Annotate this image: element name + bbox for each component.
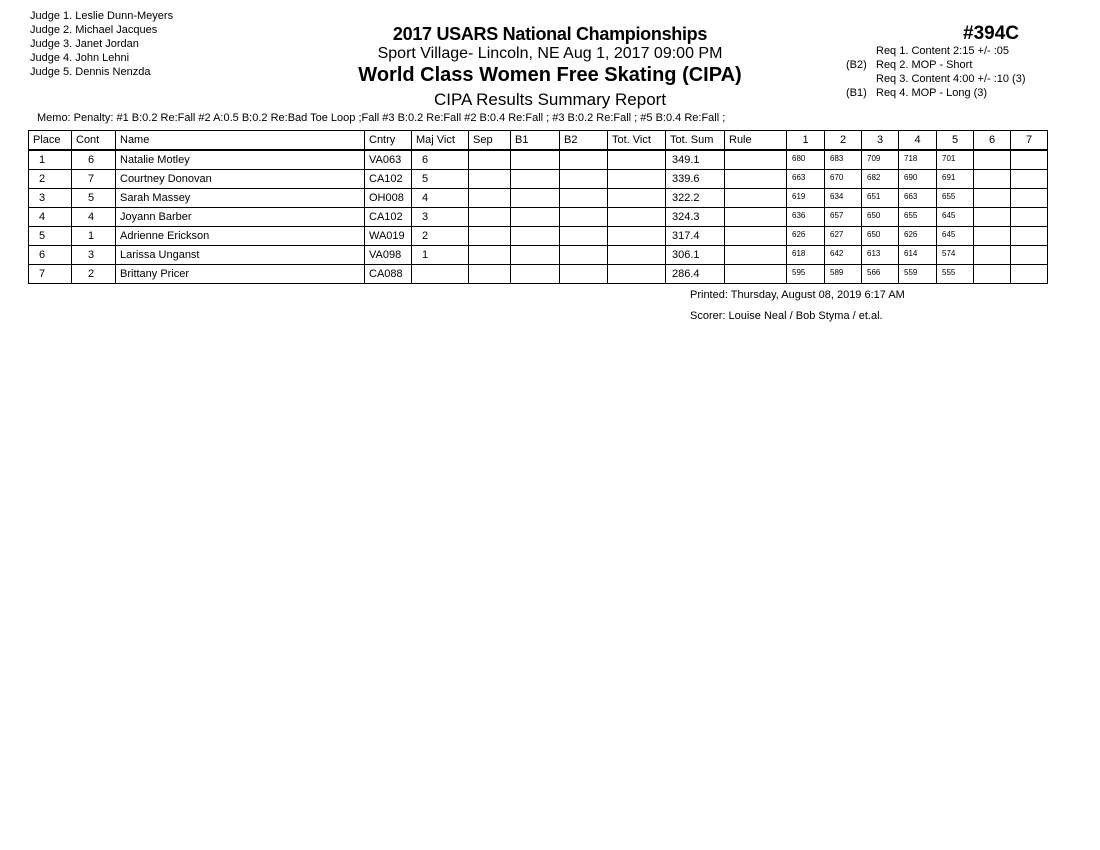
judge-line: Judge 4. John Lehni: [30, 52, 130, 64]
cell-maj: 1: [412, 246, 469, 265]
event-number: #394C: [963, 23, 1019, 44]
judge-score: 559: [899, 265, 937, 284]
judge-score: 680: [787, 150, 825, 170]
cell-empty: [725, 150, 787, 170]
judge-score: 657: [825, 208, 862, 227]
table-row: [29, 189, 1048, 208]
cell-empty: [1011, 227, 1048, 246]
judge-score: 566: [862, 265, 899, 284]
judge-score: 651: [862, 189, 899, 208]
cell-name: Sarah Massey: [116, 189, 365, 208]
cell-cntry: CA102: [365, 170, 412, 189]
cell-place: 5: [29, 227, 72, 246]
req-text: Req 2. MOP - Short: [876, 59, 973, 71]
judge-line: Judge 5. Dennis Nenzda: [30, 66, 151, 78]
column-header: 6: [974, 131, 1011, 151]
req-prefix: [846, 44, 876, 58]
cell-empty: [608, 189, 666, 208]
cell-empty: [469, 150, 511, 170]
judge-score: 663: [787, 170, 825, 189]
cell-empty: [608, 246, 666, 265]
cell-cont: 6: [72, 150, 116, 170]
column-header: Sep: [469, 131, 511, 151]
cell-empty: [511, 170, 560, 189]
cell-empty: [1011, 150, 1048, 170]
cell-cntry: VA063: [365, 150, 412, 170]
column-header: B2: [560, 131, 608, 151]
cell-empty: [725, 170, 787, 189]
cell-place: 4: [29, 208, 72, 227]
column-header: Maj Vict: [412, 131, 469, 151]
cell-sum: 322.2: [666, 189, 725, 208]
judge-score: 595: [787, 265, 825, 284]
cell-empty: [1011, 246, 1048, 265]
cell-cont: 1: [72, 227, 116, 246]
cell-name: Courtney Donovan: [116, 170, 365, 189]
judge-line: Judge 1. Leslie Dunn-Meyers: [30, 10, 174, 22]
cell-empty: [974, 150, 1011, 170]
cell-empty: [469, 170, 511, 189]
cell-empty: [608, 150, 666, 170]
cell-empty: [1011, 189, 1048, 208]
judge-score: 718: [899, 150, 937, 170]
cell-cont: 7: [72, 170, 116, 189]
judge-score: 614: [899, 246, 937, 265]
cell-maj: 6: [412, 150, 469, 170]
column-header: 3: [862, 131, 899, 151]
cell-place: 6: [29, 246, 72, 265]
requirements-list: [846, 44, 1026, 100]
column-header: 4: [899, 131, 937, 151]
judge-score: 691: [937, 170, 974, 189]
cell-cont: 2: [72, 265, 116, 284]
judge-score: 645: [937, 227, 974, 246]
cell-sum: 286.4: [666, 265, 725, 284]
printed-date: Printed: Thursday, August 08, 2019 6:17 AM: [690, 289, 905, 301]
judge-score: 655: [937, 189, 974, 208]
penalty-memo: Memo: Penalty: #1 B:0.2 Re:Fall #2 A:0.5 B:0.2 Re:Bad Toe Loop ;Fall #3 B:0.2 Re:Fall #2 B:0.4 Re:Fall ; #3 B:0.2 Re:Fall ; #5 B:0.4 Re:Fall ;: [37, 112, 726, 124]
judge-score: 613: [862, 246, 899, 265]
scorer-credit: Scorer: Louise Neal / Bob Styma / et.al.: [690, 310, 883, 322]
cell-empty: [469, 227, 511, 246]
cell-empty: [560, 227, 608, 246]
judge-score: 645: [937, 208, 974, 227]
cell-empty: [1011, 208, 1048, 227]
judge-score: 626: [899, 227, 937, 246]
column-header: B1: [511, 131, 560, 151]
report-name: CIPA Results Summary Report: [433, 90, 667, 109]
judge-score: 650: [862, 208, 899, 227]
column-header: 5: [937, 131, 974, 151]
judge-score: 619: [787, 189, 825, 208]
cell-empty: [469, 208, 511, 227]
requirement: [846, 44, 1026, 58]
cell-empty: [974, 189, 1011, 208]
cell-sum: 324.3: [666, 208, 725, 227]
req-text: Req 3. Content 4:00 +/- :10 (3): [876, 73, 1026, 85]
cell-cntry: OH008: [365, 189, 412, 208]
column-header: Tot. Sum: [666, 131, 725, 151]
cell-name: Natalie Motley: [116, 150, 365, 170]
judge-score: 555: [937, 265, 974, 284]
cell-name: Brittany Pricer: [116, 265, 365, 284]
cell-cntry: WA019: [365, 227, 412, 246]
column-header: 2: [825, 131, 862, 151]
cell-empty: [608, 170, 666, 189]
cell-empty: [560, 208, 608, 227]
cell-empty: [725, 189, 787, 208]
cell-empty: [608, 208, 666, 227]
judge-list: [30, 9, 173, 79]
cell-empty: [511, 208, 560, 227]
cell-empty: [511, 150, 560, 170]
cell-place: 1: [29, 150, 72, 170]
cell-maj: 3: [412, 208, 469, 227]
cell-empty: [974, 265, 1011, 284]
req-prefix: (B1): [846, 87, 867, 99]
column-header: Cntry: [365, 131, 412, 151]
table-row: [29, 246, 1048, 265]
column-header: Tot. Vict: [608, 131, 666, 151]
cell-cntry: CA088: [365, 265, 412, 284]
cell-empty: [469, 189, 511, 208]
column-header: 7: [1011, 131, 1048, 151]
results-table: [28, 130, 1048, 284]
judge-score: 690: [899, 170, 937, 189]
cell-sum: 306.1: [666, 246, 725, 265]
cell-empty: [511, 227, 560, 246]
cell-empty: [608, 227, 666, 246]
cell-empty: [511, 189, 560, 208]
cell-empty: [725, 246, 787, 265]
table-row: [29, 150, 1048, 170]
table-row: [29, 170, 1048, 189]
judge-score: 636: [787, 208, 825, 227]
cell-empty: [511, 246, 560, 265]
req-prefix: [846, 72, 876, 86]
cell-cont: 5: [72, 189, 116, 208]
report-title: 2017 USARS National Championships: [392, 24, 708, 44]
judge-score: 650: [862, 227, 899, 246]
cell-empty: [974, 246, 1011, 265]
column-header: Place: [29, 131, 72, 151]
cell-place: 7: [29, 265, 72, 284]
venue-date: Sport Village- Lincoln, NE Aug 1, 2017 09:00 PM: [377, 45, 723, 62]
cell-empty: [560, 170, 608, 189]
judge-score: 683: [825, 150, 862, 170]
judge-score: 589: [825, 265, 862, 284]
cell-cntry: VA098: [365, 246, 412, 265]
judge-score: 663: [899, 189, 937, 208]
cell-sum: 317.4: [666, 227, 725, 246]
cell-maj: 2: [412, 227, 469, 246]
cell-empty: [560, 150, 608, 170]
cell-empty: [560, 265, 608, 284]
cell-empty: [560, 246, 608, 265]
req-text: Req 4. MOP - Long (3): [876, 87, 988, 99]
column-header: Name: [116, 131, 365, 151]
cell-place: 3: [29, 189, 72, 208]
requirement: [846, 72, 1026, 86]
column-header: Cont: [72, 131, 116, 151]
cell-empty: [974, 208, 1011, 227]
cell-maj: [412, 265, 469, 284]
cell-empty: [1011, 265, 1048, 284]
judge-score: 655: [899, 208, 937, 227]
event-name: World Class Women Free Skating (CIPA): [358, 64, 742, 86]
table-row: [29, 208, 1048, 227]
cell-cont: 3: [72, 246, 116, 265]
judge-score: 627: [825, 227, 862, 246]
table-row: [29, 227, 1048, 246]
judge-score: 670: [825, 170, 862, 189]
judge-score: 626: [787, 227, 825, 246]
judge-score: 709: [862, 150, 899, 170]
req-text: Req 1. Content 2:15 +/- :05: [876, 45, 1010, 57]
column-header: 1: [787, 131, 825, 151]
cell-empty: [725, 265, 787, 284]
cell-empty: [469, 246, 511, 265]
cell-cont: 4: [72, 208, 116, 227]
table-header-row: [29, 131, 1048, 151]
cell-place: 2: [29, 170, 72, 189]
judge-score: 682: [862, 170, 899, 189]
judge-line: Judge 3. Janet Jordan: [30, 38, 139, 50]
judge-line: Judge 2. Michael Jacques: [30, 24, 158, 36]
cell-empty: [1011, 170, 1048, 189]
cell-name: Larissa Unganst: [116, 246, 365, 265]
cell-empty: [511, 265, 560, 284]
cell-empty: [974, 227, 1011, 246]
cell-empty: [725, 227, 787, 246]
judge-score: 574: [937, 246, 974, 265]
judge-score: 618: [787, 246, 825, 265]
requirement: [846, 86, 1026, 100]
cell-cntry: CA102: [365, 208, 412, 227]
requirement: [846, 58, 1026, 72]
cell-name: Adrienne Erickson: [116, 227, 365, 246]
cell-sum: 339.6: [666, 170, 725, 189]
judge-score: 701: [937, 150, 974, 170]
cell-maj: 5: [412, 170, 469, 189]
judge-score: 634: [825, 189, 862, 208]
cell-name: Joyann Barber: [116, 208, 365, 227]
column-header: Rule: [725, 131, 787, 151]
cell-empty: [608, 265, 666, 284]
cell-empty: [974, 170, 1011, 189]
judge-score: 642: [825, 246, 862, 265]
table-row: [29, 265, 1048, 284]
cell-empty: [725, 208, 787, 227]
cell-empty: [560, 189, 608, 208]
cell-maj: 4: [412, 189, 469, 208]
cell-sum: 349.1: [666, 150, 725, 170]
req-prefix: (B2): [846, 59, 867, 71]
cell-empty: [469, 265, 511, 284]
